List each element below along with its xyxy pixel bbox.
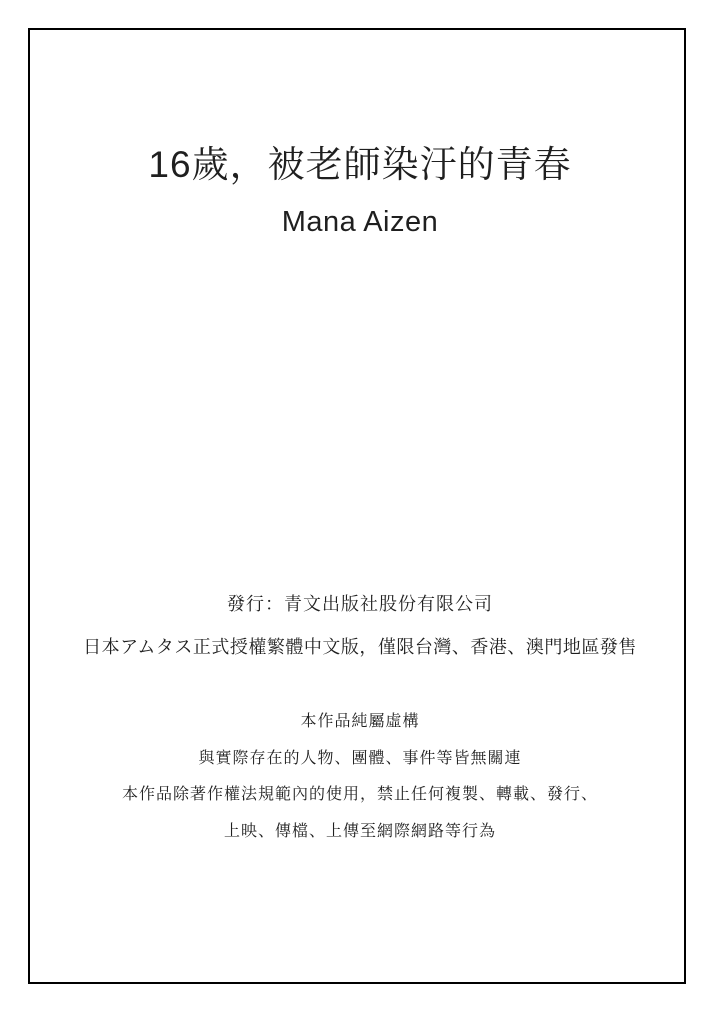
license-info: 日本アムタス正式授權繁體中文版，僅限台灣、香港、澳門地區發售 (83, 637, 637, 657)
disclaimer-line-fiction: 本作品純屬虛構 (300, 713, 420, 730)
book-title: 16歲，被老師染汙的青春 (148, 144, 572, 185)
author-name: Mana Aizen (281, 206, 439, 238)
publisher-info: 發行：青文出版社股份有限公司 (227, 594, 493, 614)
disclaimer-line-copyright: 本作品除著作權法規範內的使用，禁止任何複製、轉載、發行、 (121, 786, 598, 803)
disclaimer-line-no-relation: 與實際存在的人物、團體、事件等皆無關連 (198, 750, 522, 767)
disclaimer-line-copyright-cont: 上映、傳檔、上傳至網際網路等行為 (223, 823, 496, 840)
